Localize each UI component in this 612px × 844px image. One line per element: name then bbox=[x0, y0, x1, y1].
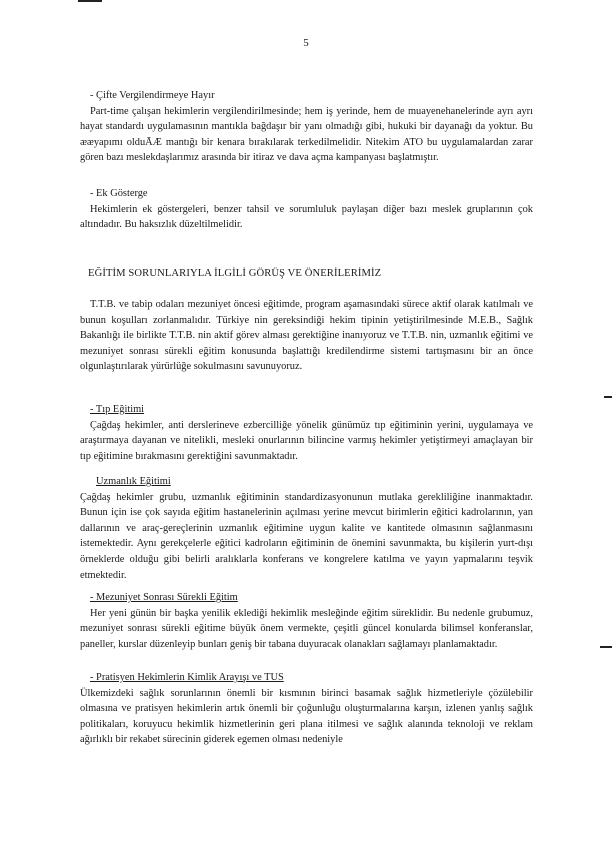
subsection-mezuniyet-sonrasi bbox=[80, 590, 533, 652]
scan-mark-top-left bbox=[78, 0, 102, 2]
section-cifte-vergilendirme bbox=[80, 88, 533, 166]
scan-mark-right-2 bbox=[600, 646, 612, 648]
subsection-body: Çağdaş hekimler grubu, uzmanlık eğitiminin standardizasyonunun mutlaka gerekliliğine inanmaktadır. Bunun için ise çok sayıda eğitim hastanelerinin açılması yerine mevcut birimlerin eğitici kadrolarının, yan dallarının ve araç-gereçlerinin uzmanlık eğitimine uygun kalite ve kantitede olmasının sağlanmasını istemektedir. Aynı gerekçelerle eğitici kadroların eğitiminin de önemini savunmakta, bu kişilerin yurt-dışı örneklerde olduğu gibi belirli aralıklarla konferans ve kongrelere katılma ve yayın yapmalarını teşvik etmektedir. bbox=[80, 491, 533, 581]
egitim-intro bbox=[80, 297, 533, 375]
subsection-body: Çağdaş hekimler, anti derslerineve ezbercilliğe yönelik günümüz tıp eğitiminin yerini, uygulamaya ve araştırmaya dayanan ve nitelikli, mesleki onurlarının bilincine varmış hekimler yetiştirmeyi amaçlayan bir tıp eğitimine bırakmasını gerektiğini savunmaktadır. bbox=[80, 419, 533, 462]
egitim-section-title: EĞİTİM SORUNLARIYLA İLGİLİ GÖRÜŞ VE ÖNERİLERİMİZ bbox=[88, 268, 382, 279]
subsection-tip-egitimi bbox=[80, 402, 533, 464]
subsection-uzmanlik-egitimi bbox=[80, 474, 533, 583]
section-heading: - Ek Gösterge bbox=[90, 188, 148, 199]
section-body: Part-time çalışan hekimlerin vergilendirilmesinde; hem iş yerinde, hem de muayenehanelerinde ayrı ayrı hayat standardı uygulamasının mantıkla bağdaşır bir yanı olmadığı gibi, hukuki bir dayanağı da yoktur. Bu ᴂᴂyapımı olduĀÆ mantığı bir kenara bırakılarak terkedilmelidir. Nitekim ATO bu uygulamalardan zarar gören bazı meslekdaşlarımız arasında bir itiraz ve dava açma kampanyası başlatmıştır. bbox=[80, 105, 533, 164]
subsection-heading: - Pratisyen Hekimlerin Kimlik Arayışı ve TUS bbox=[90, 672, 284, 683]
section-heading: - Çifte Vergilendirmeye Hayır bbox=[90, 90, 215, 101]
subsection-body: Ülkemizdeki sağlık sorunlarının önemli bir kısmının birinci basamak sağlık hizmetleriyle çözülebilir olmasına ve pratisyen hekimlerin artık önemli bir çoğunluğu oluşturmalarına karşın, izlenen yanlış sağlık politikaları, koruyucu hekimlik hizmetlerinin geri plana itilmesi ve sağlık alanında teknoloji ve reklam ağırlıklı bir rekabet sürecinin giderek egemen olması nedeniyle bbox=[80, 687, 533, 746]
section-ek-gosterge bbox=[80, 186, 533, 233]
subsection-heading: Uzmanlık Eğitimi bbox=[96, 476, 171, 487]
subsection-pratisyen-hekimler bbox=[80, 670, 533, 748]
subsection-body: Her yeni günün bir başka yenilik eklediği hekimlik mesleğinde eğitim süreklidir. Bu nedenle grubumuz, mezuniyet sonrası sürekli eğitime büyük önem vermekte, çeşitli güncel konularda bilimsel konferanslar, paneller, kurslar düzenleyip bunları geniş bir tabana duyuracak olanakları sağlamayı planlamaktadır. bbox=[80, 607, 533, 650]
section-body: Hekimlerin ek göstergeleri, benzer tahsil ve sorumluluk paylaşan diğer bazı meslek gruplarının çok altındadır. Bu haksızlık düzeltilmelidir. bbox=[80, 203, 533, 231]
subsection-heading: - Tıp Eğitimi bbox=[90, 404, 145, 415]
page-number: 5 bbox=[303, 37, 309, 49]
subsection-heading: - Mezuniyet Sonrası Sürekli Eğitim bbox=[90, 592, 238, 603]
egitim-intro-text: T.T.B. ve tabip odaları mezuniyet öncesi eğitimde, program aşamasındaki sürece aktif olarak katılmalı ve bunun koşulları zorlanmalıdır. Türkiye nin gereksindiği hekim tipinin yetiştirilmesinde M.E.B., Sağlık Bakanlığı ile birlikte T.T.B. nin aktif görev alması gerektiğine inanıyoruz ve T.T.B. nin, uzmanlık eğitimi ve mezuniyet sonrası sürekli eğitim konusunda başlattığı kredilendirme sistemi tartışmasını bir an önce olgunlaştırılarak yürürlüğe sokulmasını savunuyoruz. bbox=[80, 299, 533, 373]
scan-mark-right-1 bbox=[604, 396, 612, 398]
